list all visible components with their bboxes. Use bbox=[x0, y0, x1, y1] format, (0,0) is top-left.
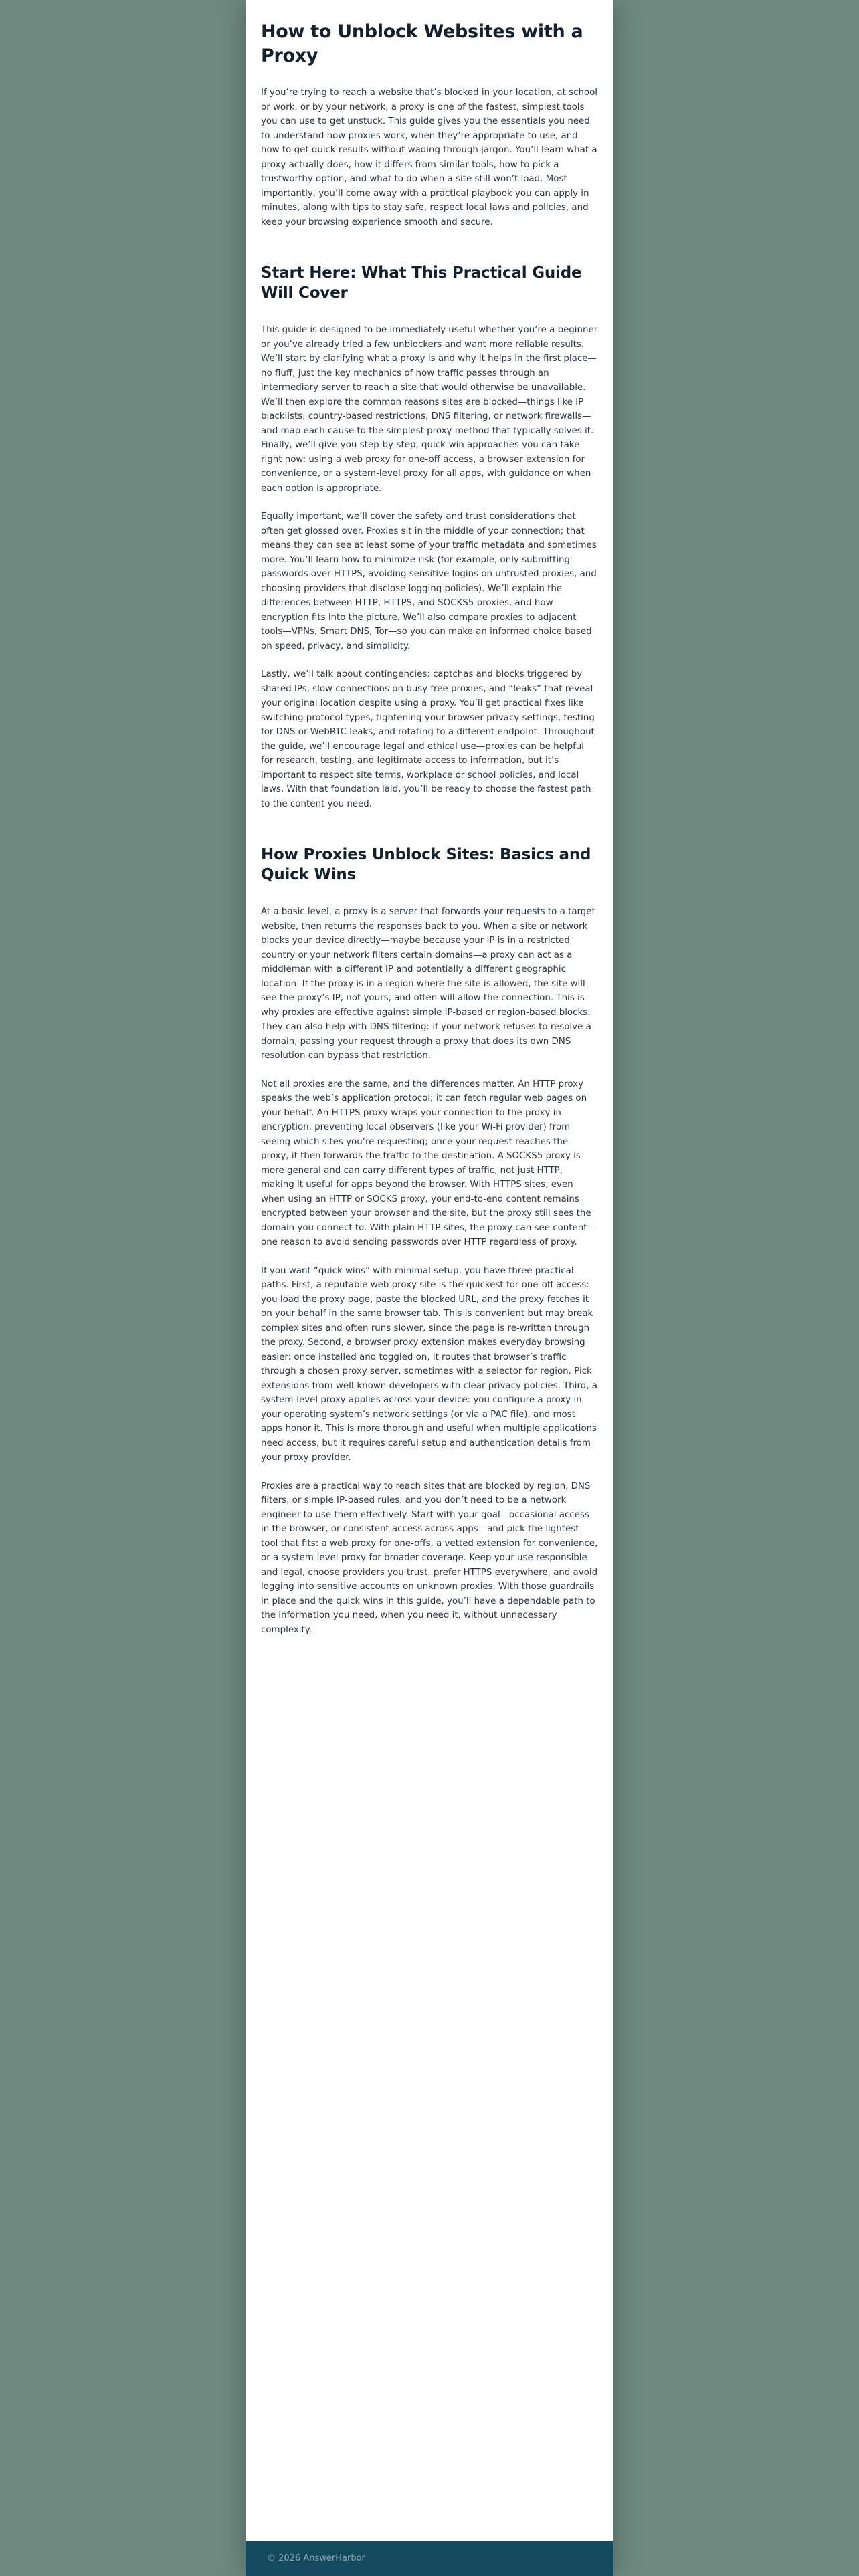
section-paragraph: If you want “quick wins” with minimal setup, you have three practical paths. First, a reputable web proxy site is the quickest for one-off access: you load the proxy page, paste the blocked URL, and the proxy fetches it on your behalf in the same browser tab. This is convenient but may break complex sites and often runs slower, since the page is re-written through the proxy. Second, a browser proxy extension makes everyday browsing easier: once installed and toggled on, it routes that browser’s traffic through a chosen proxy server, sometimes with a selector for region. Pick extensions from well-known developers with clear privacy policies. Third, a system-level proxy applies across your device: you configure a proxy in your operating system’s network settings (or via a PAC file), and most apps honor it. This is more thorough and useful when multiple applications need access, but it requires careful setup and authentication details from your proxy provider. bbox=[261, 1265, 597, 1463]
footer-copyright: © 2026 AnswerHarbor bbox=[267, 2553, 365, 2563]
section-paragraph: Equally important, we’ll cover the safety and trust considerations that often get glossed over. Proxies sit in the middle of your connection; that means they can see at least some of your traffic metadata and sometimes more. You’ll learn how to minimize risk (for example, only submitting passwords over HTTPS, avoiding sensitive logins on untrusted proxies, and choosing providers that disclose logging policies). We’ll explain the differences between HTTP, HTTPS, and SOCKS5 proxies, and how encryption fits into the picture. We’ll also compare proxies to adjacent tools—VPNs, Smart DNS, Tor—so you can make an informed choice based on speed, privacy, and simplicity. bbox=[261, 512, 597, 651]
section-heading: Start Here: What This Practical Guide Will Cover bbox=[261, 264, 582, 302]
section-proxy-basics bbox=[261, 845, 598, 1637]
section-heading: How Proxies Unblock Sites: Basics and Quick Wins bbox=[261, 846, 591, 883]
section-guide-overview bbox=[261, 263, 598, 811]
section-paragraph: Proxies are a practical way to reach sites that are blocked by region, DNS filters, or simple IP-based rules, and you don’t need to be a network engineer to use them effectively. Start with your goal—occasional access in the browser, or consistent access across apps—and pick the lightest tool that fits: a web proxy for one-offs, a vetted extension for convenience, or a system-level proxy for broader coverage. Keep your use responsible and legal, choose providers you trust, prefer HTTPS everywhere, and avoid logging into sensitive accounts on unknown proxies. With those guardrails in place and the quick wins in this guide, you’ll have a dependable path to the information you need, when you need it, without unnecessary complexity. bbox=[261, 1481, 598, 1635]
section-paragraph: This guide is designed to be immediately useful whether you’re a beginner or you’ve already tried a few unblockers and want more reliable results. We’ll start by clarifying what a proxy is and why it helps in the first place—no fluff, just the key mechanics of how traffic passes through an intermediary server to reach a site that would otherwise be unavailable. We’ll then explore the common reasons sites are blocked—things like IP blacklists, country-based restrictions, DNS filtering, or network firewalls—and map each cause to the simplest proxy method that typically solves it. Finally, we’ll give you step-by-step, quick-win approaches you can take right now: using a web proxy for one-off access, a browser extension for convenience, or a system-level proxy for all apps, with guidance on when each option is appropriate. bbox=[261, 325, 598, 494]
section-paragraph: At a basic level, a proxy is a server that forwards your requests to a target website, then returns the responses back to you. When a site or network blocks your device directly—maybe because your IP is in a restricted country or your network filters certain domains—a proxy can act as a middleman with a different IP and potentially a different geographic location. If the proxy is in a region where the site is allowed, the site will see the proxy’s IP, not yours, and often will allow the connection. This is why proxies are effective against simple IP-based or region-based blocks. They can also help with DNS filtering: if your network refuses to resolve a domain, passing your request through a proxy that does its own DNS resolution can bypass that restriction. bbox=[261, 907, 595, 1061]
article-content bbox=[261, 0, 598, 1637]
article-page bbox=[246, 0, 613, 2576]
intro-paragraph: If you’re trying to reach a website that’s blocked in your location, at school or work, or by your network, a proxy is one of the fastest, simplest tools you can use to get unstuck. This guide gives you the essentials you need to understand how proxies work, when they’re appropriate to use, and how to get quick results without wading through jargon. You’ll learn what a proxy actually does, how it differs from similar tools, how to pick a trustworthy option, and what to do when a site still won’t load. Most importantly, you’ll come away with a practical playbook you can apply in minutes, along with tips to stay safe, respect local laws and policies, and keep your browsing experience smooth and secure. bbox=[261, 88, 598, 227]
article-title: How to Unblock Websites with a Proxy bbox=[261, 21, 583, 66]
site-footer bbox=[246, 2541, 613, 2576]
section-paragraph: Not all proxies are the same, and the differences matter. An HTTP proxy speaks the web’s application protocol; it can fetch regular web pages on your behalf. An HTTPS proxy wraps your connection to the proxy in encryption, preventing local observers (like your Wi-Fi provider) from seeing which sites you’re requesting; once your request reaches the proxy, it then forwards the traffic to the destination. A SOCKS5 proxy is more general and can carry different types of traffic, not just HTTP, making it useful for apps beyond the browser. With HTTPS sites, even when using an HTTP or SOCKS proxy, your end-to-end content remains encrypted between your browser and the site, but the proxy still sees the domain you connect to. With plain HTTP sites, the proxy can see content—one reason to avoid sending passwords over HTTP regardless of proxy. bbox=[261, 1079, 596, 1247]
section-paragraph: Lastly, we’ll talk about contingencies: captchas and blocks triggered by shared IPs, slow connections on busy free proxies, and “leaks” that reveal your original location despite using a proxy. You’ll get practical fixes like switching protocol types, tightening your browser privacy settings, testing for DNS or WebRTC leaks, and rotating to a different endpoint. Throughout the guide, we’ll encourage legal and ethical use—proxies can be helpful for research, testing, and legitimate access to information, but it’s important to respect site terms, workplace or school policies, and local laws. With that foundation laid, you’ll be ready to choose the fastest path to the content you need. bbox=[261, 669, 595, 809]
